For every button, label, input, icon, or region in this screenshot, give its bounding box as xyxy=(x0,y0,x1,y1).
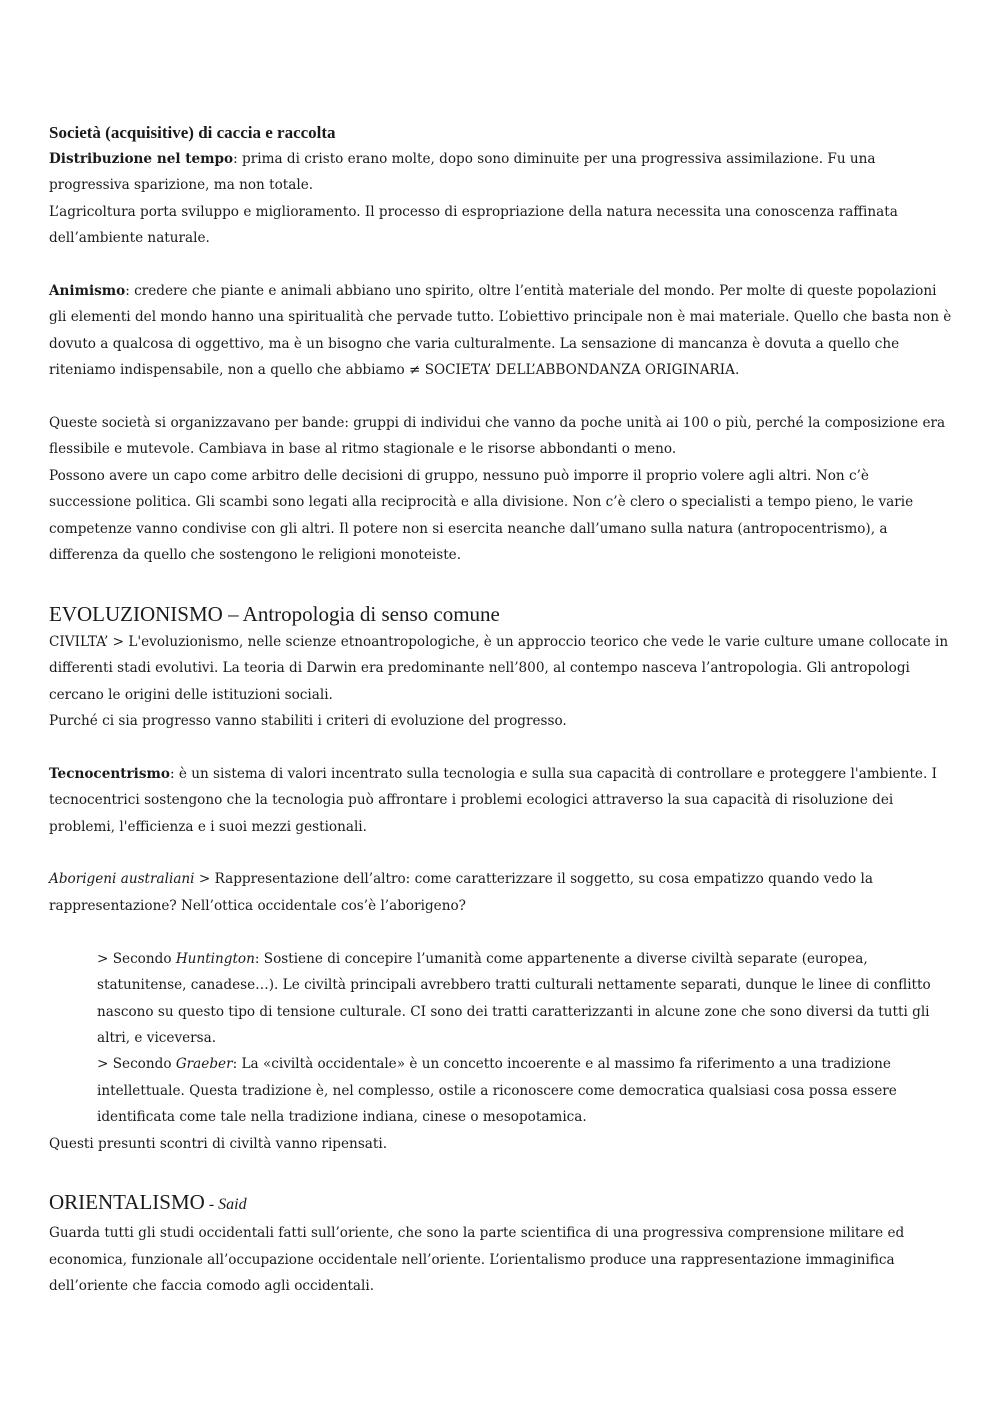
spacer xyxy=(49,734,953,760)
term-distribuzione: Distribuzione nel tempo xyxy=(49,151,234,167)
heading-evoluzionismo-sub: Antropologia di senso comune xyxy=(242,601,500,626)
paragraph-aborigeni xyxy=(49,866,953,919)
spacer xyxy=(49,568,953,594)
quote-graeber-prefix: > Secondo xyxy=(97,1056,176,1073)
term-aborigeni: Aborigeni australiani xyxy=(49,871,195,888)
paragraph-tecnocentrismo xyxy=(49,761,953,840)
paragraph-progresso: Purché ci sia progresso vanno stabiliti i criteri di evoluzione del progresso. xyxy=(49,713,567,730)
text-distribuzione: : prima di cristo erano molte, dopo sono diminuite per una progressiva assimilazione. Fu una progressiva sparizione, ma non totale. xyxy=(49,151,876,194)
text-animismo: : credere che piante e animali abbiano uno spirito, oltre l’entità materiale del mondo. Per molte di queste popolazioni gli elementi del mondo hanno una spiritualità che pervade tutto. L’obiettivo principale non è mai materiale. Quello che basta non è dovuto a qualcosa di oggettivo, ma è un bisogno che varia culturalmente. La sensazione di mancanza è dovuta a quello che riteniamo indispensabile, non a quello che abbiamo ≠ SOCIETA’ DELL’ABBONDANZA ORIGINARIA. xyxy=(49,283,952,379)
paragraph-agricoltura: L’agricoltura porta sviluppo e miglioramento. Il processo di espropriazione della natura necessita una conoscenza raffinata dell’ambiente naturale. xyxy=(49,203,898,247)
paragraph-civilta: CIVILTA’ > L'evoluzionismo, nelle scienze etnoantropologiche, è un approccio teorico che vede le varie culture umane collocate in differenti stadi evolutivi. La teoria di Darwin era predominante nell’800, al contempo nasceva l’antropologia. Gli antropologi cercano le origini delle istituzioni sociali. xyxy=(49,633,949,703)
paragraph-animismo xyxy=(49,278,953,384)
spacer xyxy=(49,252,953,278)
heading-caccia-raccolta: Società (acquisitive) di caccia e raccolta xyxy=(49,123,336,142)
quote-huntington-text: : Sostiene di concepire l’umanità come appartenente a diverse civiltà separate (europea, statunitense, canadese…). Le civiltà principali avrebbero tratti culturali nettamente separati, dunque le linee di conflitto nascono su questo tipo di tensione culturale. CI sono dei tratti caratterizzanti in alcune zone che sono diversi da tutti gli altri, e viceversa. xyxy=(97,950,931,1046)
heading-orientalismo-main: ORIENTALISMO xyxy=(49,1190,205,1215)
heading-evoluzionismo-dash: – xyxy=(222,601,243,626)
heading-evoluzionismo xyxy=(49,599,953,629)
quote-huntington xyxy=(49,946,953,1052)
quote-graeber-name: Graeber xyxy=(175,1056,233,1073)
quote-graeber xyxy=(49,1051,953,1130)
paragraph-orientalismo: Guarda tutti gli studi occidentali fatti sull’oriente, che sono la parte scientifica di una progressiva comprensione militare ed economica, funzionale all’occupazione occidentale nell’oriente. L’orientalismo produce una rappresentazione immaginifica dell’oriente che faccia comodo agli occidentali. xyxy=(49,1225,905,1295)
spacer xyxy=(49,840,953,866)
heading-evoluzionismo-main: EVOLUZIONISMO xyxy=(49,601,223,626)
text-aborigeni: > Rappresentazione dell’altro: come caratterizzare il soggetto, su cosa empatizzo quando vedo la rappresentazione? Nell’ottica occidentale cos’è l’aborigeno? xyxy=(49,871,873,914)
quote-huntington-name: Huntington xyxy=(175,950,255,967)
spacer xyxy=(49,919,953,945)
paragraph-bande: Queste società si organizzavano per bande: gruppi di individui che vanno da poche unità ai 100 o più, perché la composizione era flessibile e mutevole. Cambiava in base al ritmo stagionale e le risorse abbondanti o meno. xyxy=(49,415,946,458)
text-tecnocentrismo: : è un sistema di valori incentrato sulla tecnologia e sulla sua capacità di controllare e proteggere l'ambiente. I tecnocentrici sostengono che la tecnologia può affrontare i problemi ecologici attraverso la sua capacità di risoluzione dei problemi, l'efficienza e i suoi mezzi gestionali. xyxy=(49,765,937,835)
heading-orientalismo-dash: - xyxy=(204,1196,219,1214)
paragraph-capo: Possono avere un capo come arbitro delle decisioni di gruppo, nessuno può imporre il proprio volere agli altri. Non c’è successione politica. Gli scambi sono legati alla reciprocità e alla divisione. Non c’è clero o specialisti a tempo pieno, le varie competenze vanno condivise con gli altri. Il potere non si esercita neanche dall’umano sulla natura (antropocentrismo), a differenza da quello che sostengono le religioni monoteiste. xyxy=(49,467,914,564)
paragraph-scontri: Questi presunti scontri di civiltà vanno ripensati. xyxy=(49,1135,388,1152)
heading-orientalismo-sub: Said xyxy=(218,1196,247,1214)
paragraph-distribuzione xyxy=(49,146,953,199)
term-tecnocentrismo: Tecnocentrismo xyxy=(49,765,170,782)
quote-huntington-prefix: > Secondo xyxy=(97,950,176,967)
spacer xyxy=(49,1157,953,1183)
spacer xyxy=(49,384,953,410)
document-page xyxy=(49,120,953,1300)
term-animismo: Animismo xyxy=(49,283,126,300)
heading-orientalismo xyxy=(49,1187,953,1220)
quote-graeber-text: : La «civiltà occidentale» è un concetto incoerente e al massimo fa riferimento a una tradizione intellettuale. Questa tradizione è, nel complesso, ostile a riconoscere come democratica qualsiasi cosa possa essere identificata come tale nella tradizione indiana, cinese o mesopotamica. xyxy=(97,1056,897,1126)
